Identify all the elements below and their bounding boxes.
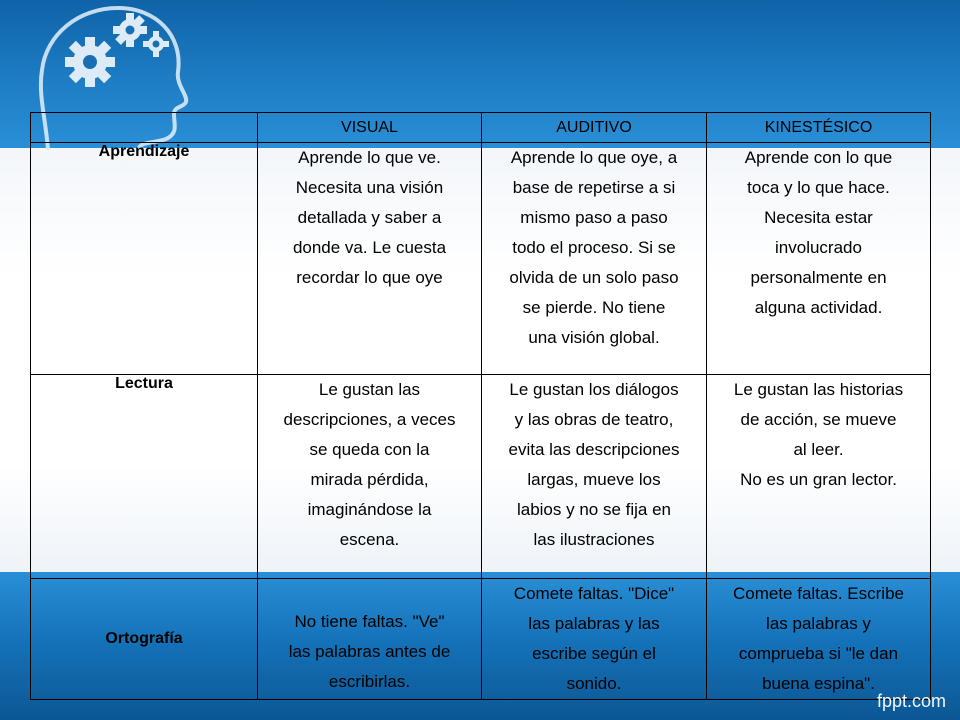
text-line: y las obras de teatro, xyxy=(514,410,674,429)
learning-styles-table xyxy=(30,112,931,700)
text-line: labios y no se fija en xyxy=(516,500,672,519)
text-line: al leer. xyxy=(793,440,844,459)
text-line: las palabras y las xyxy=(528,614,660,633)
text-line: buena espina". xyxy=(762,674,875,693)
text-line: se queda con la xyxy=(309,440,430,459)
text-line: Necesita una visión xyxy=(295,178,444,197)
header-cell-empty xyxy=(31,113,258,143)
text-line: detallada y saber a xyxy=(297,208,442,227)
text-line: escribe según el xyxy=(532,644,656,663)
cell-ortografia-auditivo xyxy=(482,579,707,700)
table-row xyxy=(31,143,931,375)
text-line: base de repetirse a si xyxy=(512,178,676,197)
text-line: mismo paso a paso xyxy=(520,208,668,227)
text-line: Aprende lo que ve. xyxy=(298,148,441,167)
text-line: escribirlas. xyxy=(328,672,411,691)
cell-aprendizaje-kinestesico xyxy=(707,143,931,375)
row-label-lectura: Lectura xyxy=(31,375,258,579)
text-line: Le gustan los diálogos xyxy=(509,380,679,399)
cell-lectura-auditivo xyxy=(482,375,707,579)
text-line: evita las descripciones xyxy=(508,440,680,459)
row-label-ortografia: Ortografía xyxy=(31,579,258,700)
text-line: donde va. Le cuesta xyxy=(292,238,447,257)
text-line: olvida de un solo paso xyxy=(509,268,679,287)
text-line: descripciones, a veces xyxy=(283,410,456,429)
text-line: alguna actividad. xyxy=(754,298,883,317)
text-line: imaginándose la xyxy=(307,500,432,519)
cell-ortografia-kinestesico xyxy=(707,579,931,700)
header-cell-kinestesico: KINESTÉSICO xyxy=(707,113,931,143)
table-row xyxy=(31,579,931,700)
text-line: todo el proceso. Si se xyxy=(512,238,676,257)
text-line: Aprende con lo que xyxy=(744,148,893,167)
text-line: Comete faltas. Escribe xyxy=(732,584,904,603)
text-line: las palabras antes de xyxy=(288,642,451,661)
text-line: de acción, se mueve xyxy=(740,410,897,429)
text-line: Le gustan las xyxy=(318,380,421,399)
header-cell-visual: VISUAL xyxy=(258,113,482,143)
text-line: toca y lo que hace. xyxy=(747,178,890,197)
text-line: Aprende lo que oye, a xyxy=(510,148,678,167)
table-row xyxy=(31,375,931,579)
text-line: comprueba si "le dan xyxy=(738,644,899,663)
row-label-aprendizaje: Aprendizaje xyxy=(31,143,258,375)
text-line: involucrado xyxy=(775,238,862,257)
text-line: personalmente en xyxy=(750,268,887,287)
text-line: escena. xyxy=(339,530,400,549)
text-line: las ilustraciones xyxy=(533,530,655,549)
text-line: No es un gran lector. xyxy=(740,470,897,489)
text-line: las palabras y xyxy=(766,614,871,633)
table-header-row xyxy=(31,113,931,143)
header-cell-auditivo: AUDITIVO xyxy=(482,113,707,143)
watermark-text: fppt.com xyxy=(876,691,946,711)
cell-lectura-visual xyxy=(258,375,482,579)
text-line: recordar lo que oye xyxy=(296,268,443,287)
text-line: mirada pérdida, xyxy=(310,470,429,489)
cell-aprendizaje-auditivo xyxy=(482,143,707,375)
text-line: Comete faltas. "Dice" xyxy=(513,584,675,603)
text-line: una visión global. xyxy=(528,328,660,347)
text-line: sonido. xyxy=(566,674,622,693)
cell-aprendizaje-visual xyxy=(258,143,482,375)
cell-lectura-kinestesico xyxy=(707,375,931,579)
text-line: se pierde. No tiene xyxy=(522,298,666,317)
text-line: Necesita estar xyxy=(764,208,873,227)
text-line: Le gustan las historias xyxy=(733,380,904,399)
text-line: No tiene faltas. "Ve" xyxy=(294,612,445,631)
cell-ortografia-visual xyxy=(258,579,482,700)
text-line: largas, mueve los xyxy=(527,470,661,489)
